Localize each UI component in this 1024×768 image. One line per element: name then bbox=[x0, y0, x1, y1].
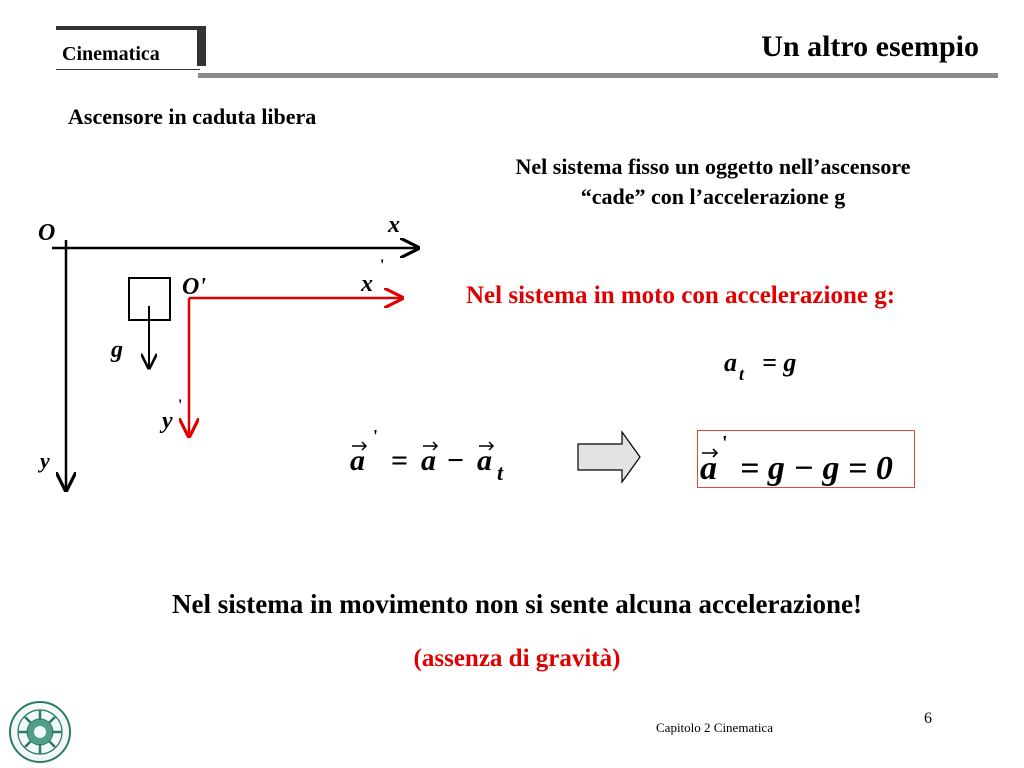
origin-fixed-label: O bbox=[38, 220, 56, 246]
eq-at-rhs: = g bbox=[762, 348, 797, 377]
eq-res-a: a bbox=[700, 450, 717, 487]
footer-chapter: Capitolo 2 Cinematica bbox=[656, 720, 773, 735]
axis-y-prime-mark: ' bbox=[178, 397, 183, 414]
moving-frame-note: Nel sistema in moto con accelerazione g: bbox=[466, 282, 896, 309]
axis-x-label: x bbox=[388, 212, 400, 238]
conclusion-text: Nel sistema in movimento non si sente alcuna accelerazione! bbox=[172, 589, 862, 619]
eq-res-rhs: = g − g = 0 bbox=[740, 450, 893, 487]
eq-rel-a: a bbox=[350, 444, 365, 477]
axis-x-prime-mark: ' bbox=[380, 257, 385, 274]
fixed-note-line1: Nel sistema fisso un oggetto nell’ascensore bbox=[515, 154, 911, 179]
origin-moving-label: O' bbox=[182, 274, 206, 300]
fixed-note-line2: “cade” con l’accelerazione g bbox=[580, 184, 846, 209]
eq-rel-eq: = bbox=[391, 444, 409, 477]
eq-rel-a3: a bbox=[477, 444, 492, 477]
logo-seal-icon bbox=[10, 702, 70, 762]
eq-rel-minus: − bbox=[447, 444, 465, 477]
slide-subtitle: Ascensore in caduta libera bbox=[68, 104, 317, 129]
eq-res-prime: ' bbox=[722, 432, 728, 454]
eq-rel-sub: t bbox=[497, 460, 504, 485]
eq-rel-a2: a bbox=[421, 444, 436, 477]
eq-rel-prime: ' bbox=[373, 426, 379, 446]
result-box bbox=[697, 430, 915, 488]
eq-at-sub: t bbox=[739, 364, 745, 384]
axis-y-label: y bbox=[40, 448, 50, 473]
section-label: Cinematica bbox=[62, 43, 160, 65]
page-number: 6 bbox=[924, 710, 932, 727]
page-title: Un altro esempio bbox=[761, 30, 979, 63]
axis-y-prime-label: y bbox=[162, 408, 173, 434]
parenthetical-text: (assenza di gravità) bbox=[413, 645, 621, 672]
gravity-label: g bbox=[111, 337, 123, 363]
axis-x-prime-label: x bbox=[361, 271, 373, 297]
eq-at-lhs: a bbox=[724, 348, 737, 377]
right-arrow-icon bbox=[578, 432, 640, 482]
